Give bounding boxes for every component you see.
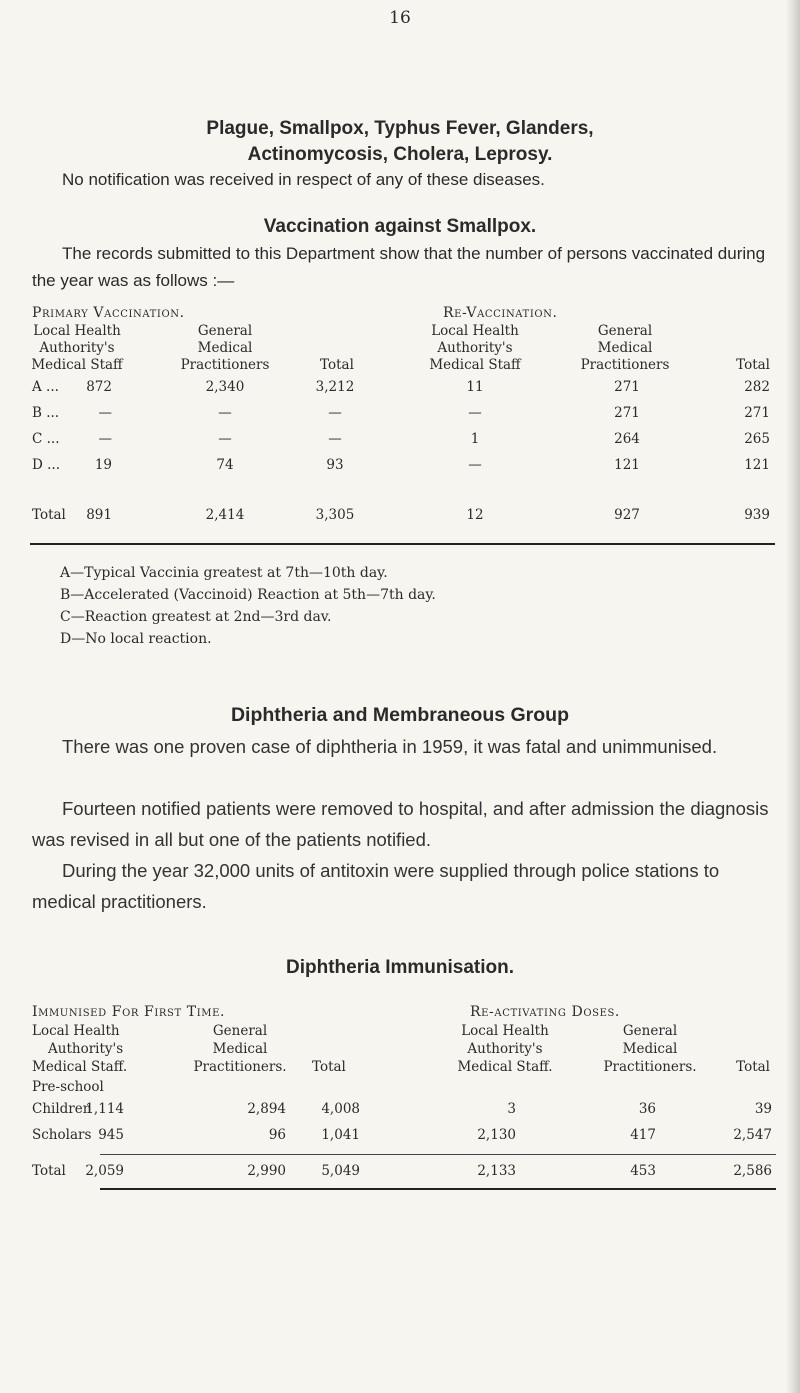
table-bottom-rule <box>30 543 775 545</box>
cell-p-total: — <box>328 431 342 447</box>
page-edge-shadow <box>786 0 800 1393</box>
reactivating-header: Re-activating Doses. <box>470 1004 620 1020</box>
cell-f-total: 1,041 <box>321 1127 360 1143</box>
total-r-gmp: 453 <box>630 1163 656 1179</box>
footnote-a: A—Typical Vaccinia greatest at 7th—10th day. <box>60 565 388 581</box>
cell-r-lha: 11 <box>466 379 484 395</box>
preschool-label: Pre-school <box>32 1079 104 1095</box>
cell-r-gmp: 271 <box>614 379 640 395</box>
row-label: D ... <box>32 457 60 473</box>
total-row-label: Total <box>32 507 66 523</box>
vaccination-title: Vaccination against Smallpox. <box>263 216 537 237</box>
cell-p-lha: 19 <box>94 457 112 473</box>
col-re-lha-2: Authority's <box>437 340 513 356</box>
cell-r-gmp: 417 <box>630 1127 656 1143</box>
section-title-line2: Actinomycosis, Cholera, Leprosy. <box>247 144 553 165</box>
row-label: Children <box>32 1101 92 1117</box>
revaccination-header: Re-Vaccination. <box>443 305 558 321</box>
cell-f-total: 4,008 <box>321 1101 360 1117</box>
col-re-lha-2: Authority's <box>467 1041 543 1057</box>
cell-r-total: 2,547 <box>733 1127 772 1143</box>
total-r-lha: 2,133 <box>477 1163 516 1179</box>
first-time-header: Immunised For First Time. <box>32 1004 226 1020</box>
cell-p-gmp: 74 <box>216 457 234 473</box>
cell-r-gmp: 36 <box>638 1101 656 1117</box>
row-label: C ... <box>32 431 60 447</box>
col-lha-3: Medical Staff <box>31 357 123 373</box>
total-r-total: 2,586 <box>733 1163 772 1179</box>
col-re-lha-3: Medical Staff <box>429 357 521 373</box>
col-gmp-3: Practitioners <box>180 357 270 373</box>
page-number: 16 <box>389 8 411 28</box>
footnote-b: B—Accelerated (Vaccinoid) Reaction at 5th—7th day. <box>60 587 436 603</box>
cell-p-gmp: 2,340 <box>205 379 245 395</box>
total-p-total: 3,305 <box>315 507 355 523</box>
col-lha-3: Medical Staff. <box>32 1059 128 1075</box>
col-lha-2: Authority's <box>48 1041 124 1057</box>
row-label: Scholars <box>32 1127 92 1143</box>
col-re-gmp-3: Practitioners. <box>603 1059 697 1075</box>
col-re-gmp-1: General <box>622 1023 678 1039</box>
cell-r-total: 265 <box>744 431 770 447</box>
total-p-gmp: 2,414 <box>205 507 245 523</box>
diphtheria-para2: Fourteen notified patients were removed to hospital, and after admission the diagnosis was revised in all but one of the patients notified. <box>32 798 769 850</box>
total-row-label: Total <box>32 1163 66 1179</box>
col-re-gmp-2: Medical <box>622 1041 678 1057</box>
col-re-lha-1: Local Health <box>431 323 519 339</box>
cell-r-gmp: 271 <box>614 405 640 421</box>
table-bottom-rule <box>100 1188 776 1190</box>
col-re-lha-1: Local Health <box>461 1023 549 1039</box>
col-re-total: Total <box>736 357 770 373</box>
total-p-lha: 891 <box>86 507 112 523</box>
primary-header: Primary Vaccination. <box>32 305 185 321</box>
footnote-d: D—No local reaction. <box>60 631 212 647</box>
total-r-gmp: 927 <box>614 507 640 523</box>
diphtheria-para3: During the year 32,000 units of antitoxin were supplied through police stations to medical practitioners. <box>32 860 720 912</box>
row-label: B ... <box>32 405 60 421</box>
total-f-lha: 2,059 <box>85 1163 124 1179</box>
col-gmp-1: General <box>197 323 253 339</box>
cell-f-gmp: 2,894 <box>247 1101 286 1117</box>
cell-r-total: 282 <box>744 379 770 395</box>
col-re-gmp-1: General <box>597 323 653 339</box>
cell-p-gmp: — <box>218 431 232 447</box>
col-gmp-3: Practitioners. <box>193 1059 287 1075</box>
cell-r-lha: — <box>468 457 482 473</box>
cell-f-gmp: 96 <box>268 1127 286 1143</box>
cell-r-gmp: 264 <box>614 431 640 447</box>
col-lha-1: Local Health <box>33 323 121 339</box>
cell-p-total: 3,212 <box>315 379 355 395</box>
footnote-c: C—Reaction greatest at 2nd—3rd dav. <box>60 609 332 625</box>
cell-f-lha: 945 <box>98 1127 124 1143</box>
cell-r-lha: 1 <box>470 431 480 447</box>
vaccination-intro: The records submitted to this Department show that the number of persons vaccinated during the year was as follows :— <box>32 244 766 290</box>
total-separator-rule <box>100 1154 776 1155</box>
cell-r-total: 121 <box>744 457 770 473</box>
cell-r-lha: 2,130 <box>477 1127 516 1143</box>
cell-f-lha: 1,114 <box>85 1101 124 1117</box>
cell-p-total: 93 <box>326 457 344 473</box>
cell-r-total: 271 <box>744 405 770 421</box>
total-f-gmp: 2,990 <box>247 1163 286 1179</box>
section1-text: No notification was received in respect of any of these diseases. <box>62 170 545 189</box>
diphtheria-title: Diphtheria and Membraneous Group <box>230 704 570 726</box>
cell-r-gmp: 121 <box>614 457 640 473</box>
col-re-lha-3: Medical Staff. <box>457 1059 553 1075</box>
col-lha-1: Local Health <box>32 1023 120 1039</box>
section-title-line1: Plague, Smallpox, Typhus Fever, Glanders, <box>206 118 594 139</box>
col-re-gmp-2: Medical <box>597 340 653 356</box>
row-label: A ... <box>32 379 59 395</box>
cell-p-total: — <box>328 405 342 421</box>
col-gmp-1: General <box>212 1023 268 1039</box>
col-total: Total <box>312 1059 346 1075</box>
cell-p-lha: — <box>98 405 112 421</box>
col-gmp-2: Medical <box>197 340 253 356</box>
diphtheria-para1: There was one proven case of diphtheria in 1959, it was fatal and unimmunised. <box>62 736 718 757</box>
cell-p-lha: 872 <box>86 379 112 395</box>
cell-p-gmp: — <box>218 405 232 421</box>
cell-r-lha: — <box>468 405 482 421</box>
cell-r-total: 39 <box>754 1101 772 1117</box>
col-total: Total <box>320 357 354 373</box>
col-gmp-2: Medical <box>212 1041 268 1057</box>
cell-p-lha: — <box>98 431 112 447</box>
total-r-lha: 12 <box>466 507 484 523</box>
total-r-total: 939 <box>744 507 770 523</box>
col-re-total: Total <box>736 1059 770 1075</box>
cell-r-lha: 3 <box>507 1101 516 1117</box>
col-lha-2: Authority's <box>39 340 115 356</box>
total-f-total: 5,049 <box>321 1163 360 1179</box>
immunisation-title: Diphtheria Immunisation. <box>285 957 515 978</box>
col-re-gmp-3: Practitioners <box>580 357 670 373</box>
